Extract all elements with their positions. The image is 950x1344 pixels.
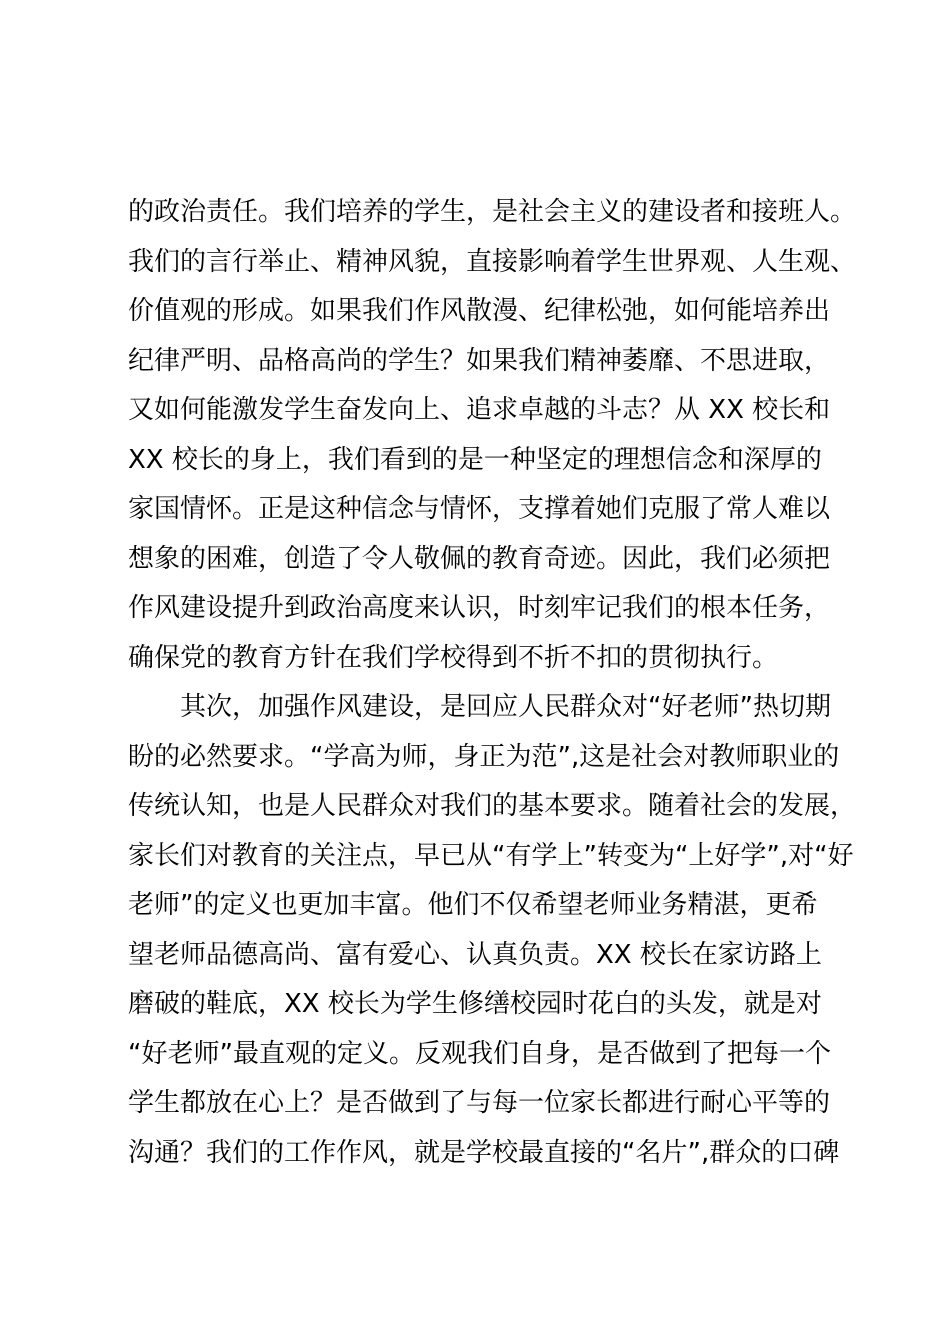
- text-line: 家长们对教育的关注点，早已从“有学上”转变为“上好学”,对“好: [128, 840, 854, 871]
- text-line: 想象的困难，创造了令人敬佩的教育奇迹。因此，我们必须把: [128, 543, 831, 574]
- text-line: 老师”的定义也更加丰富。他们不仅希望老师业务精湛，更希: [128, 890, 818, 920]
- text-line: “好老师”最直观的定义。反观我们自身，是否做到了把每一个: [128, 1038, 831, 1069]
- text-line: 的政治责任。我们培养的学生，是社会主义的建设者和接班人。: [128, 197, 857, 227]
- text-line: 又如何能激发学生奋发向上、追求卓越的斗志？从 XX 校长和: [128, 395, 831, 425]
- text-line: 学生都放在心上？是否做到了与每一位家长都进行耐心平等的: [128, 1088, 831, 1118]
- paragraph-start-line: 其次，加强作风建设，是回应人民群众对“好老师”热切期: [180, 692, 831, 722]
- text-line: 盼的必然要求。“学高为师，身正为范”,这是社会对教师职业的: [128, 741, 840, 772]
- text-line: 纪律严明、品格高尚的学生？如果我们精神萎靡、不思进取，: [128, 345, 831, 376]
- text-line: 磨破的鞋底，XX 校长为学生修缮校园时花白的头发，就是对: [128, 989, 822, 1019]
- text-line: 作风建设提升到政治高度来认识，时刻牢记我们的根本任务，: [128, 593, 831, 623]
- text-line: 价值观的形成。如果我们作风散漫、纪律松弛，如何能培养出: [128, 296, 831, 326]
- text-line: 望老师品德高尚、富有爱心、认真负责。XX 校长在家访路上: [128, 939, 822, 970]
- text-line: XX 校长的身上，我们看到的是一种坚定的理想信念和深厚的: [128, 444, 822, 475]
- text-line: 传统认知，也是人民群众对我们的基本要求。随着社会的发展，: [128, 791, 857, 821]
- text-line: 确保党的教育方针在我们学校得到不折不扣的贯彻执行。: [128, 642, 779, 673]
- text-line: 家国情怀。正是这种信念与情怀，支撑着她们克服了常人难以: [128, 494, 831, 524]
- text-line: 沟通？我们的工作作风，就是学校最直接的“名片”,群众的口碑: [128, 1137, 840, 1168]
- text-line: 我们的言行举止、精神风貌，直接影响着学生世界观、人生观、: [128, 246, 857, 277]
- body-text: [128, 188, 857, 1178]
